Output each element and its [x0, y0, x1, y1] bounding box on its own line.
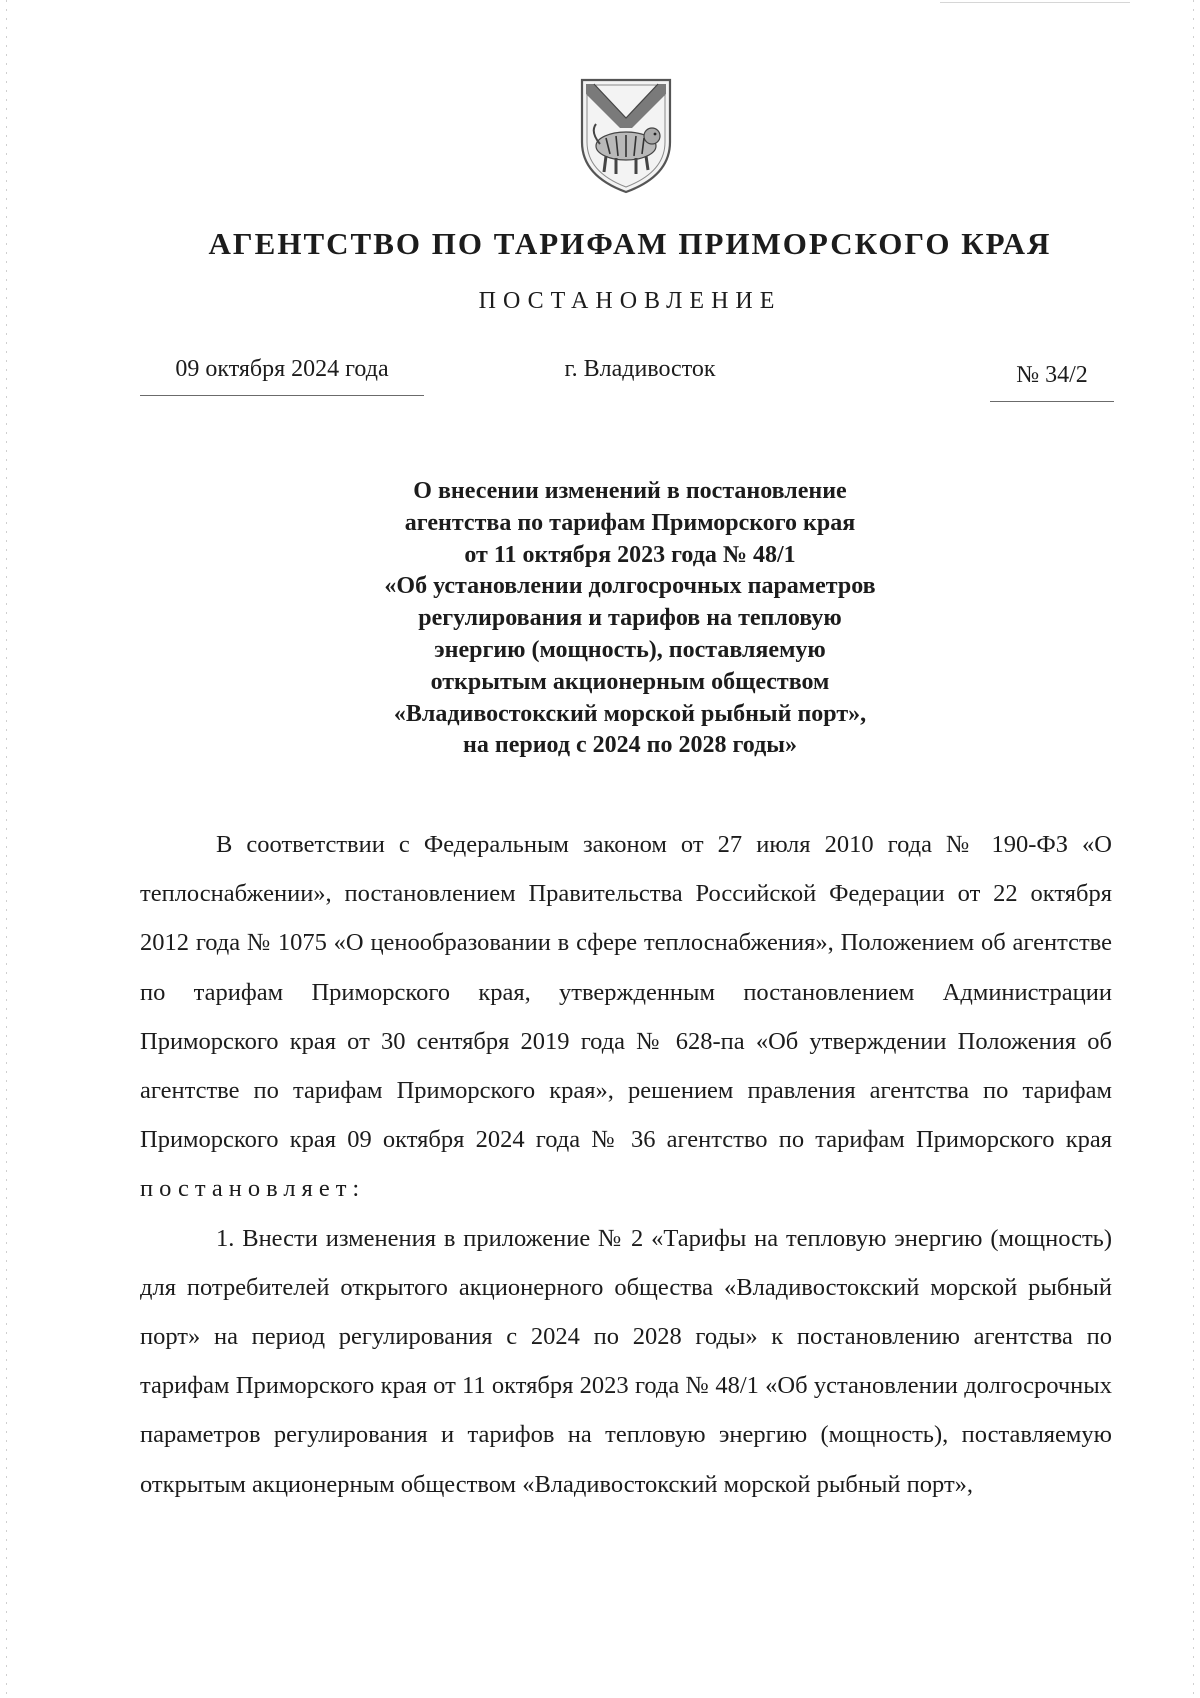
preamble-paragraph [140, 820, 1112, 1214]
document-city: г. Владивосток [564, 356, 716, 382]
subject-line: энергию (мощность), поставляемую [434, 636, 826, 663]
scan-edge-top [940, 2, 1130, 3]
scan-edge-right [1193, 0, 1194, 1698]
item-1-paragraph: 1. Внести изменения в приложение № 2 «Тарифы на тепловую энергию (мощность) для потребителей открытого акционерного общества «Владивостокский морской рыбный порт» на период регулирования с 2024 по 2028 годы» к постановлению агентства по тарифам Приморского края от 11 октября 2023 года № 48/1 «Об установлении долгосрочных параметров регулирования и тарифов на тепловую энергию (мощность), поставляемую открытым акционерным обществом «Владивостокский морской рыбный порт», [140, 1224, 1112, 1498]
document-number: № 34/2 [990, 362, 1114, 402]
document-body [140, 820, 1112, 1509]
document-subject [300, 476, 960, 762]
subject-line: «Владивостокский морской рыбный порт», [393, 700, 867, 727]
scan-edge-left [6, 0, 7, 1698]
coat-of-arms-icon [576, 76, 676, 196]
preamble-text: В соответствии с Федеральным законом от 27 июля 2010 года № 190-ФЗ «О теплоснабжении», постановлением Правительства Российской Федерации от 22 октября 2012 года № 1075 «О ценообразовании в сфере теплоснабжения», Положением об агентстве по тарифам Приморского края, утвержденным постановлением Администрации Приморского края от 30 сентября 2019 года № 628-па «Об утверждении Положения об агентстве по тарифам Приморского края», решением правления агентства по тарифам Приморского края 09 октября 2024 года № 36 агентство по тарифам Приморского края [140, 831, 1112, 1154]
subject-line: агентства по тарифам Приморского края [404, 509, 856, 536]
document-date: 09 октября 2024 года [140, 356, 424, 396]
subject-line: О внесении изменений в постановление [413, 478, 847, 504]
subject-line: от 11 октября 2023 года № 48/1 [464, 541, 796, 568]
resolves-word: постановляет: [140, 1175, 366, 1203]
subject-line: на период с 2024 по 2028 годы» [463, 732, 797, 759]
agency-title: АГЕНТСТВО ПО ТАРИФАМ ПРИМОРСКОГО КРАЯ [208, 226, 1052, 261]
subject-line: открытым акционерным обществом [430, 668, 830, 695]
document-type: ПОСТАНОВЛЕНИЕ [478, 288, 782, 314]
subject-line: «Об установлении долгосрочных параметров [384, 573, 876, 600]
subject-line: регулирования и тарифов на тепловую [418, 605, 842, 632]
